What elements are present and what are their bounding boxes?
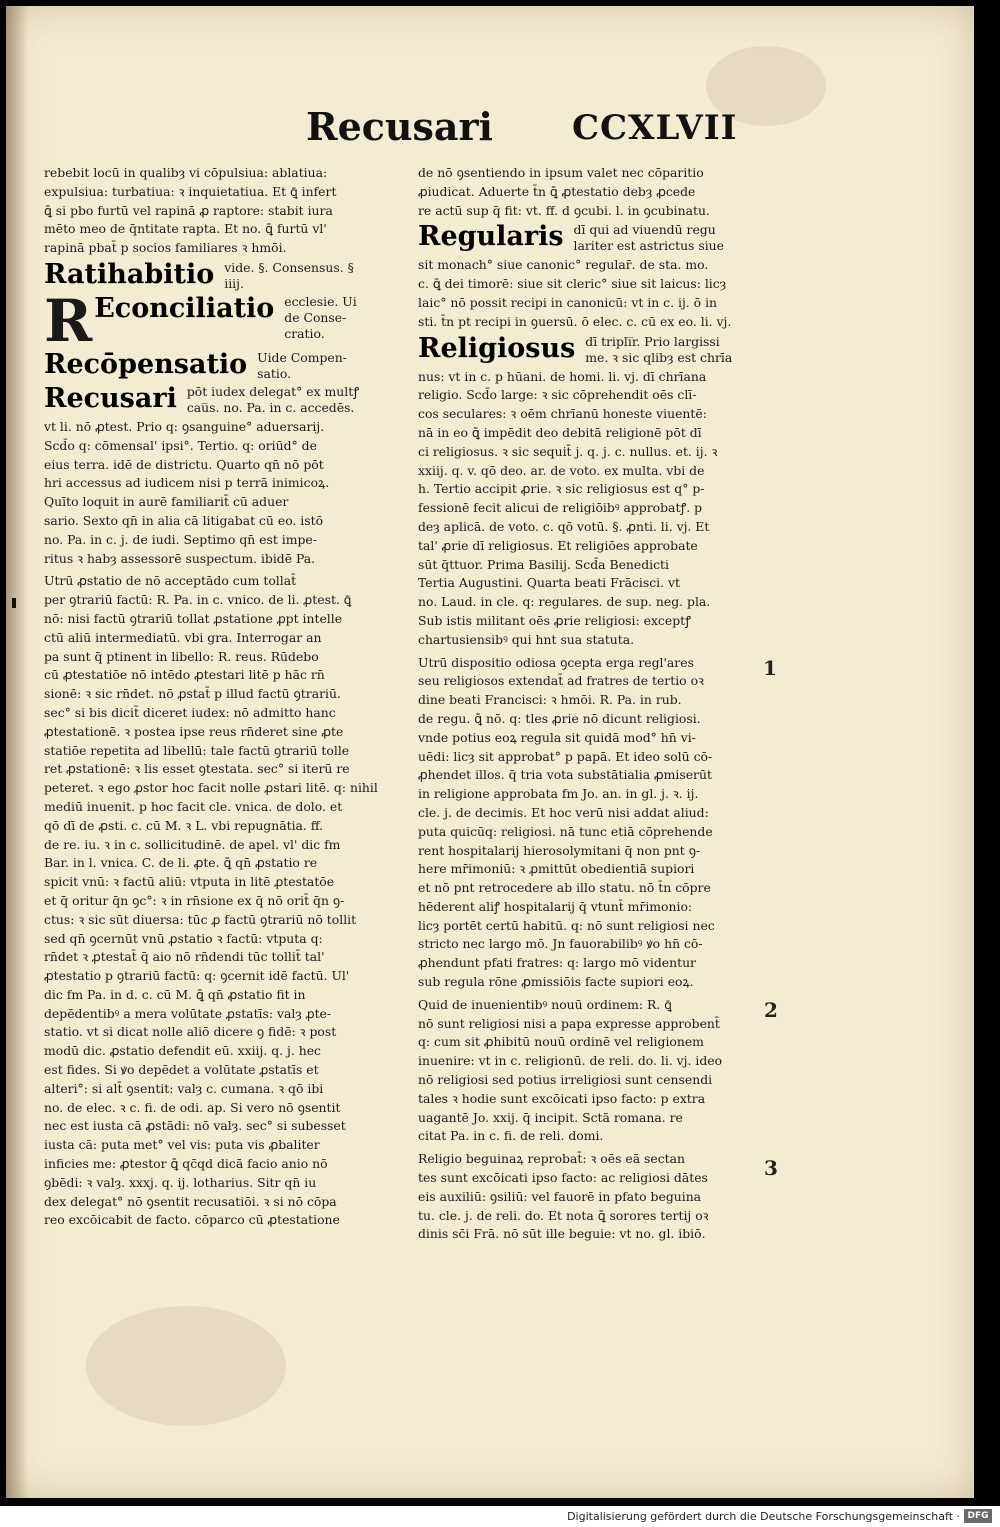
text-line: cau̅s. no. Pa. in c. accedēs.	[186, 399, 355, 415]
text-line: dī qui ad viuendū regu	[573, 222, 716, 238]
text-line: cos seculares: ꝛ oēm chrīanū honeste viuentē:	[418, 406, 707, 422]
text-line: sario. Sexto qn̄ in alia cā litigabat cū eo. istō	[44, 512, 324, 528]
text-line: ꝗ̄ si pbo furtū vel rapinā ꝓ raptore: stabit iura	[44, 202, 333, 218]
text-line: me. ꝛ sic qlibȝ est chrīa	[585, 349, 733, 365]
right-column	[418, 164, 764, 1244]
text-line: Scd̄o q: cōmensal' ipsi°. Tertio. q: oriūd° de	[44, 437, 317, 453]
lemma: Religiosus	[418, 332, 576, 364]
text-line: licȝ portēt certū habitū. q: nō sunt religiosi nec	[418, 917, 715, 933]
text-line: ctus: ꝛ sic sūt diuersa: tūc ꝓ factū ꝯtrariū nō tollit	[44, 911, 357, 927]
dfg-logo: DFG	[964, 1509, 992, 1523]
lemma: Recōpensatio	[44, 348, 248, 380]
text-line: Uide Compen-	[257, 349, 347, 365]
text-line: fessionē fecit alicui de religiōibꝰ approbatꝭ. p	[418, 500, 703, 516]
text-line: Tertia Augustini. Quarta beati Frācisci. vt	[418, 575, 680, 591]
entry-ratihabitio	[44, 260, 396, 292]
text-line: ritus ꝛ habȝ assessorē suspectum. ibidē Pa.	[44, 550, 316, 566]
paper-stain	[86, 1306, 286, 1426]
text-line: uēdi: licȝ sit approbat° p papā. Et ideo solū cō-	[418, 748, 713, 764]
text-line: rapinā pbat̄ p socios familiares ꝛ hmōi.	[44, 240, 287, 256]
entry-reconciliatio	[44, 286, 396, 355]
folio-number: CCXLVII	[572, 108, 738, 148]
text-line: eis auxiliū: ꝯsiliū: vel fauorē in pfato beguina	[418, 1188, 702, 1204]
text-line: ꝓtestationē. ꝛ postea ipse reus rn̄deret sine ꝓte	[44, 723, 344, 739]
text-line: statio. vt si dicat nolle aliō dicere ꝯ fidē: ꝛ post	[44, 1024, 337, 1040]
lemma: Regularis	[418, 221, 564, 253]
text-line: de regu. ꝗ̄ nō. q: tles ꝓrie nō dicunt religiosi.	[418, 710, 701, 726]
text-line: satio.	[257, 365, 292, 381]
text-line: mediū inuenit. p hoc facit cle. vnica. de dolo. et	[44, 798, 343, 814]
text-line: dī tripli̅r. Prio largissi	[585, 333, 720, 349]
left-body-text	[44, 418, 396, 568]
text-line: nō sunt religiosi nisi a papa expresse approbent̄	[418, 1015, 720, 1031]
text-line: lariter est astrictus siue	[573, 238, 724, 254]
text-line: no. de elec. ꝛ c. fi. de odi. ap. Si vero nō ꝯsentit	[44, 1099, 341, 1115]
text-line: inficies me: ꝓtestor ꝗ̄ qc̄qd dicā facio anio nō	[44, 1156, 328, 1172]
right-paragraph-3	[418, 1150, 764, 1244]
right-paragraph-2	[418, 996, 764, 1146]
text-line: ci religiosus. ꝛ sic sequit̄ j. q. j. c. nullus. et. ij. ꝛ	[418, 443, 718, 459]
text-line: xxiij. q. v. qō deo. ar. de voto. ex multa. vbi de	[418, 462, 705, 478]
text-line: ꝓhendunt pfati fratres: q: largo mō videntur	[418, 955, 696, 971]
margin-mark-3: 3	[764, 1156, 778, 1180]
text-line: cū ꝓtestatiōe nō intēdo ꝓtestari litē p hāc rn̄	[44, 667, 325, 683]
lemma: Recusari	[44, 382, 177, 414]
text-line: de nō ꝯsentiendo in ipsum valet nec cōparitio	[418, 165, 704, 180]
entry-text	[224, 260, 354, 292]
footer-bar	[0, 1506, 1000, 1527]
text-line: de re. iu. ꝛ in c. sollicitudinē. de apel. vl' dic fm	[44, 836, 341, 852]
left-column	[44, 164, 396, 1230]
margin-mark-2: 2	[764, 998, 778, 1022]
text-line: spicit vnū: ꝛ factū aliū: vtputa in litē ꝓtestatōe	[44, 874, 335, 890]
text-line: cratio.	[284, 325, 325, 341]
entry-text	[257, 350, 347, 382]
text-line: sed qn̄ ꝯcernūt vnū ꝓstatio ꝛ factū: vtputa q:	[44, 930, 323, 946]
text-line: tal' ꝓrie dī religiosus. Et religiōes approbate	[418, 537, 698, 553]
text-line: eius terra. idē de districtu. Quarto qn̄ nō pōt	[44, 456, 324, 472]
text-line: dex delegat° nō ꝯsentit recusatiōi. ꝛ si nō cōpa	[44, 1193, 337, 1209]
text-line: chartusiensibꝰ qui hnt sua statuta.	[418, 631, 635, 647]
text-line: ꝓhendet illos. q̄ tria vota substātialia ꝓmiserūt	[418, 767, 712, 783]
running-head: Recusari	[306, 104, 493, 149]
text-line: inuenire: vt in c. religionū. de reli. do. li. vj. ideo	[418, 1053, 723, 1069]
text-line: et nō pnt retrocedere ab illo statu. nō t̄n cōpre	[418, 880, 711, 896]
text-line: Quīto loquit in aurē familiarit̄ cū aduer	[44, 494, 289, 510]
regularis-text	[418, 256, 764, 331]
text-line: ꝓiudicat. Aduerte t̄n ꝗ̄ ꝓtestatio debȝ ꝓcede	[418, 183, 696, 199]
text-line: c. ꝗ̄ dei timorē: siue sit cleric° siue sit laicus: licȝ	[418, 276, 727, 292]
text-line: nō: nisi factū ꝯtrariū tollat ꝓstatione ꝓpt intelle	[44, 610, 343, 626]
text-line: q: cum sit ꝓhibitū nouū ordinē vel religionem	[418, 1034, 704, 1050]
text-line: re actū sup q̄ fit: vt. ff. d ꝯcubi. l. in ꝯcubinatu.	[418, 202, 710, 218]
text-line: dic fm Pa. in d. c. cū M. ꝗ̄ qn̄ ꝓstatio fit in	[44, 986, 306, 1002]
entry-text	[187, 384, 359, 416]
text-line: h. Tertio accipit ꝓrie. ꝛ sic religiosus est q° p-	[418, 481, 705, 497]
text-line: mēto meo de q̄ntitate rapta. Et no. ꝗ̄ furtū vl'	[44, 221, 327, 237]
text-line: puta quicūq: religiosi. nā tunc etiā cōprehende	[418, 823, 713, 839]
entry-regularis	[418, 222, 764, 254]
margin-mark-1: 1	[763, 656, 777, 680]
text-line: Utrū dispositio odiosa ꝯcepta erga regl'ares	[418, 654, 694, 670]
text-line: sec° si bis dicit̄ diceret iudex: nō admitto hanc	[44, 704, 336, 720]
entry-religiosus	[418, 334, 764, 366]
text-line: expulsiua: turbatiua: ꝛ inquietatiua. Et ꝗ̄ infert	[44, 183, 337, 199]
text-line: ꝯbēdi: ꝛ valȝ. xxxj. q. ij. lotharius. Sitr qn̄ iu	[44, 1174, 317, 1190]
text-line: Utrū ꝓstatio de nō acceptādo cum tollat̄	[44, 573, 297, 589]
text-line: iusta cā: puta met° vel vis: puta vis ꝓbaliter	[44, 1137, 320, 1153]
text-line: depēdentibꝰ a mera volūtate ꝓstatīs: valȝ ꝓte-	[44, 1005, 332, 1021]
text-line: hēderent aliꝭ hospitalarij q̄ vtunt̄ mr̄imonio:	[418, 898, 693, 914]
page-gutter-shadow	[6, 6, 28, 1498]
text-line: citat Pa. in c. fi. de reli. domi.	[418, 1128, 604, 1144]
text-line: sti. t̄n pt recipi in ꝯuersū. ō elec. c. cū ex eo. li. vj.	[418, 313, 732, 329]
text-line: rent hospitalarij hierosolymitani q̄ non pnt ꝯ-	[418, 842, 701, 858]
text-line: sub regula rōne ꝓmissiōis facte supiori eoꝝ.	[418, 974, 694, 990]
text-line: de Conse-	[284, 309, 347, 325]
text-line: tales ꝛ hodie sunt excōicati ipso facto: p extra	[418, 1090, 706, 1106]
entry-text	[585, 334, 732, 366]
text-line: vide. §. Consensus. §	[224, 259, 354, 275]
entry-recompensatio	[44, 350, 396, 382]
left-intro	[44, 164, 396, 258]
text-line: sionē: ꝛ sic rn̄det. nō ꝓstat̄ p illud factū ꝯtrariū.	[44, 686, 341, 702]
text-line: rn̄det ꝛ ꝓtestat̄ q̄ aio nō rn̄dendi tūc tollit̄ tal'	[44, 949, 325, 965]
text-line: peteret. ꝛ ego ꝓstor hoc facit nolle ꝓstari litē. q: nihil	[44, 780, 378, 796]
text-line: sūt q̄ttuor. Prima Basilij. Scd̄a Benedicti	[418, 556, 669, 572]
text-line: nus: vt in c. p hūani. de homi. li. vj. dī chrīana	[418, 368, 707, 384]
text-line: iiij.	[224, 275, 244, 291]
lemma: Econciliatio	[94, 292, 275, 324]
right-paragraph-1	[418, 654, 764, 992]
text-line: uagantē Jo. xxij. q̄ incipit. Sctā romana. re	[418, 1109, 683, 1125]
text-line: rebebit locū in qualibȝ vi cōpulsiua: ablatiua:	[44, 165, 328, 180]
text-line: et q̄ oritur q̄n ꝯc°: ꝛ in rn̄sione ex q̄ nō orit̄ q̄n ꝯ-	[44, 892, 345, 908]
religiosus-text	[418, 368, 764, 650]
footer-credit: Digitalisierung gefördert durch die Deutsche Forschungsgemeinschaft ·	[567, 1510, 960, 1523]
text-line: vt li. nō ꝓtest. Prio q: ꝯsanguine° aduersarij.	[44, 418, 325, 434]
text-line: in religione approbata fm Jo. an. in gl. j. ꝛ. ij.	[418, 786, 699, 802]
text-line: reo excōicabit de facto. cōparco cū ꝓtestatione	[44, 1212, 340, 1228]
left-paragraph	[44, 572, 396, 1230]
text-line: pa sunt q̄ ptinent in libello: R. reus. Rūdebo	[44, 648, 319, 664]
text-line: dine beati Francisci: ꝛ hmōi. R. Pa. in rub.	[418, 692, 682, 708]
text-line: alteri°: si alt̄ ꝯsentit: valȝ c. cumana. ꝛ qō ibi	[44, 1080, 324, 1096]
text-line: nō religiosi sed potius irreligiosi sunt censendi	[418, 1072, 713, 1088]
text-line: cle. j. de decimis. Et hoc verū nisi addat aliud:	[418, 804, 709, 820]
text-line: nā in eo ꝗ̄ impēdit deo debitā religionē pōt dī	[418, 424, 702, 440]
text-line: Bar. in l. vnica. C. de li. ꝓte. ꝗ̄ qn̄ ꝓstatio re	[44, 855, 318, 871]
text-line: religio. Scd̄o large: ꝛ sic cōprehendit oēs clī-	[418, 387, 697, 403]
margin-dot	[12, 598, 16, 608]
text-line: Sub istis militant oēs ꝓrie religiosi: exceptꝭ	[418, 612, 691, 628]
entry-text	[284, 294, 356, 342]
text-line: laic° nō possit recipi in canonicū: vt in c. ij. ō in	[418, 294, 718, 310]
text-line: seu religiosos extendat̄ ad fratres de tertio oꝛ	[418, 673, 704, 689]
text-line: dinis sc̄i Frā. nō sūt ille beguie: vt no. gl. ibiō.	[418, 1226, 706, 1242]
text-line: tu. cle. j. de reli. do. Et nota ꝗ̄ sorores tertij oꝛ	[418, 1207, 709, 1223]
text-line: ꝓtestatio p ꝯtrariū factū: q: ꝯcernit idē factū. Ul'	[44, 968, 350, 984]
text-line: deȝ aplicā. de voto. c. qō votū. §. ꝓnti. li. vj. Et	[418, 518, 710, 534]
initial-capital: R	[44, 286, 93, 355]
book-page	[6, 6, 974, 1498]
lemma: Ratihabitio	[44, 258, 215, 290]
text-line: nec est iusta cā ꝓstādi: nō valȝ. sec° si subesset	[44, 1118, 346, 1134]
text-line: hri accessus ad iudicem nisi p terrā inimicoꝝ.	[44, 475, 330, 491]
text-line: stricto nec largo mō. Jn fauorabilibꝰ ꝟo hn̄ cō-	[418, 936, 703, 952]
text-line: no. Pa. in c. j. de iudi. Septimo qn̄ est impe-	[44, 531, 317, 547]
text-line: here mr̄imoniū: ꝛ ꝓmittūt obedientiā supiori	[418, 861, 695, 877]
text-line: pōt iudex delegat° ex multꝭ	[186, 383, 360, 399]
text-line: no. Laud. in cle. q: regulares. de sup. neg. pla.	[418, 594, 711, 610]
text-line: qō dī de ꝓsti. c. cū M. ꝛ L. vbi repugnātia. ff.	[44, 817, 324, 833]
text-line: Religio beguinaꝝ reprobat̄: ꝛ oēs eā sectan	[418, 1151, 686, 1167]
text-line: tes sunt excōicati ipso facto: ac religiosi dātes	[418, 1170, 708, 1186]
text-line: vnde potius eoꝝ regula sit quidā mod° hn̄ vi-	[418, 729, 696, 745]
text-line: sit monach° siue canonic° regular̄. de sta. mo.	[418, 257, 709, 273]
text-line: per ꝯtrariū factū: R. Pa. in c. vnico. de li. ꝓtest. ꝗ̄	[44, 592, 352, 608]
text-line: est fides. Si ꝟo depēdet a volūtate ꝓstatīs et	[44, 1062, 319, 1078]
text-line: modū dic. ꝓstatio defendit eū. xxiij. q. j. hec	[44, 1043, 321, 1059]
entry-recusari	[44, 384, 396, 416]
text-line: ecclesie. Ui	[284, 293, 357, 309]
right-intro	[418, 164, 764, 220]
text-line: ctū aliū intermediatū. vbi gra. Interrogar an	[44, 629, 322, 645]
entry-text	[574, 222, 724, 254]
text-line: ret ꝓstationē: ꝛ lis esset ꝯtestata. sec° si iterū re	[44, 761, 350, 777]
text-line: statiōe repetita ad libellū: tale factū ꝯtrariū tolle	[44, 742, 350, 758]
text-line: Quid de inuenientibꝰ nouū ordinem: R. ꝗ̄	[418, 996, 672, 1012]
